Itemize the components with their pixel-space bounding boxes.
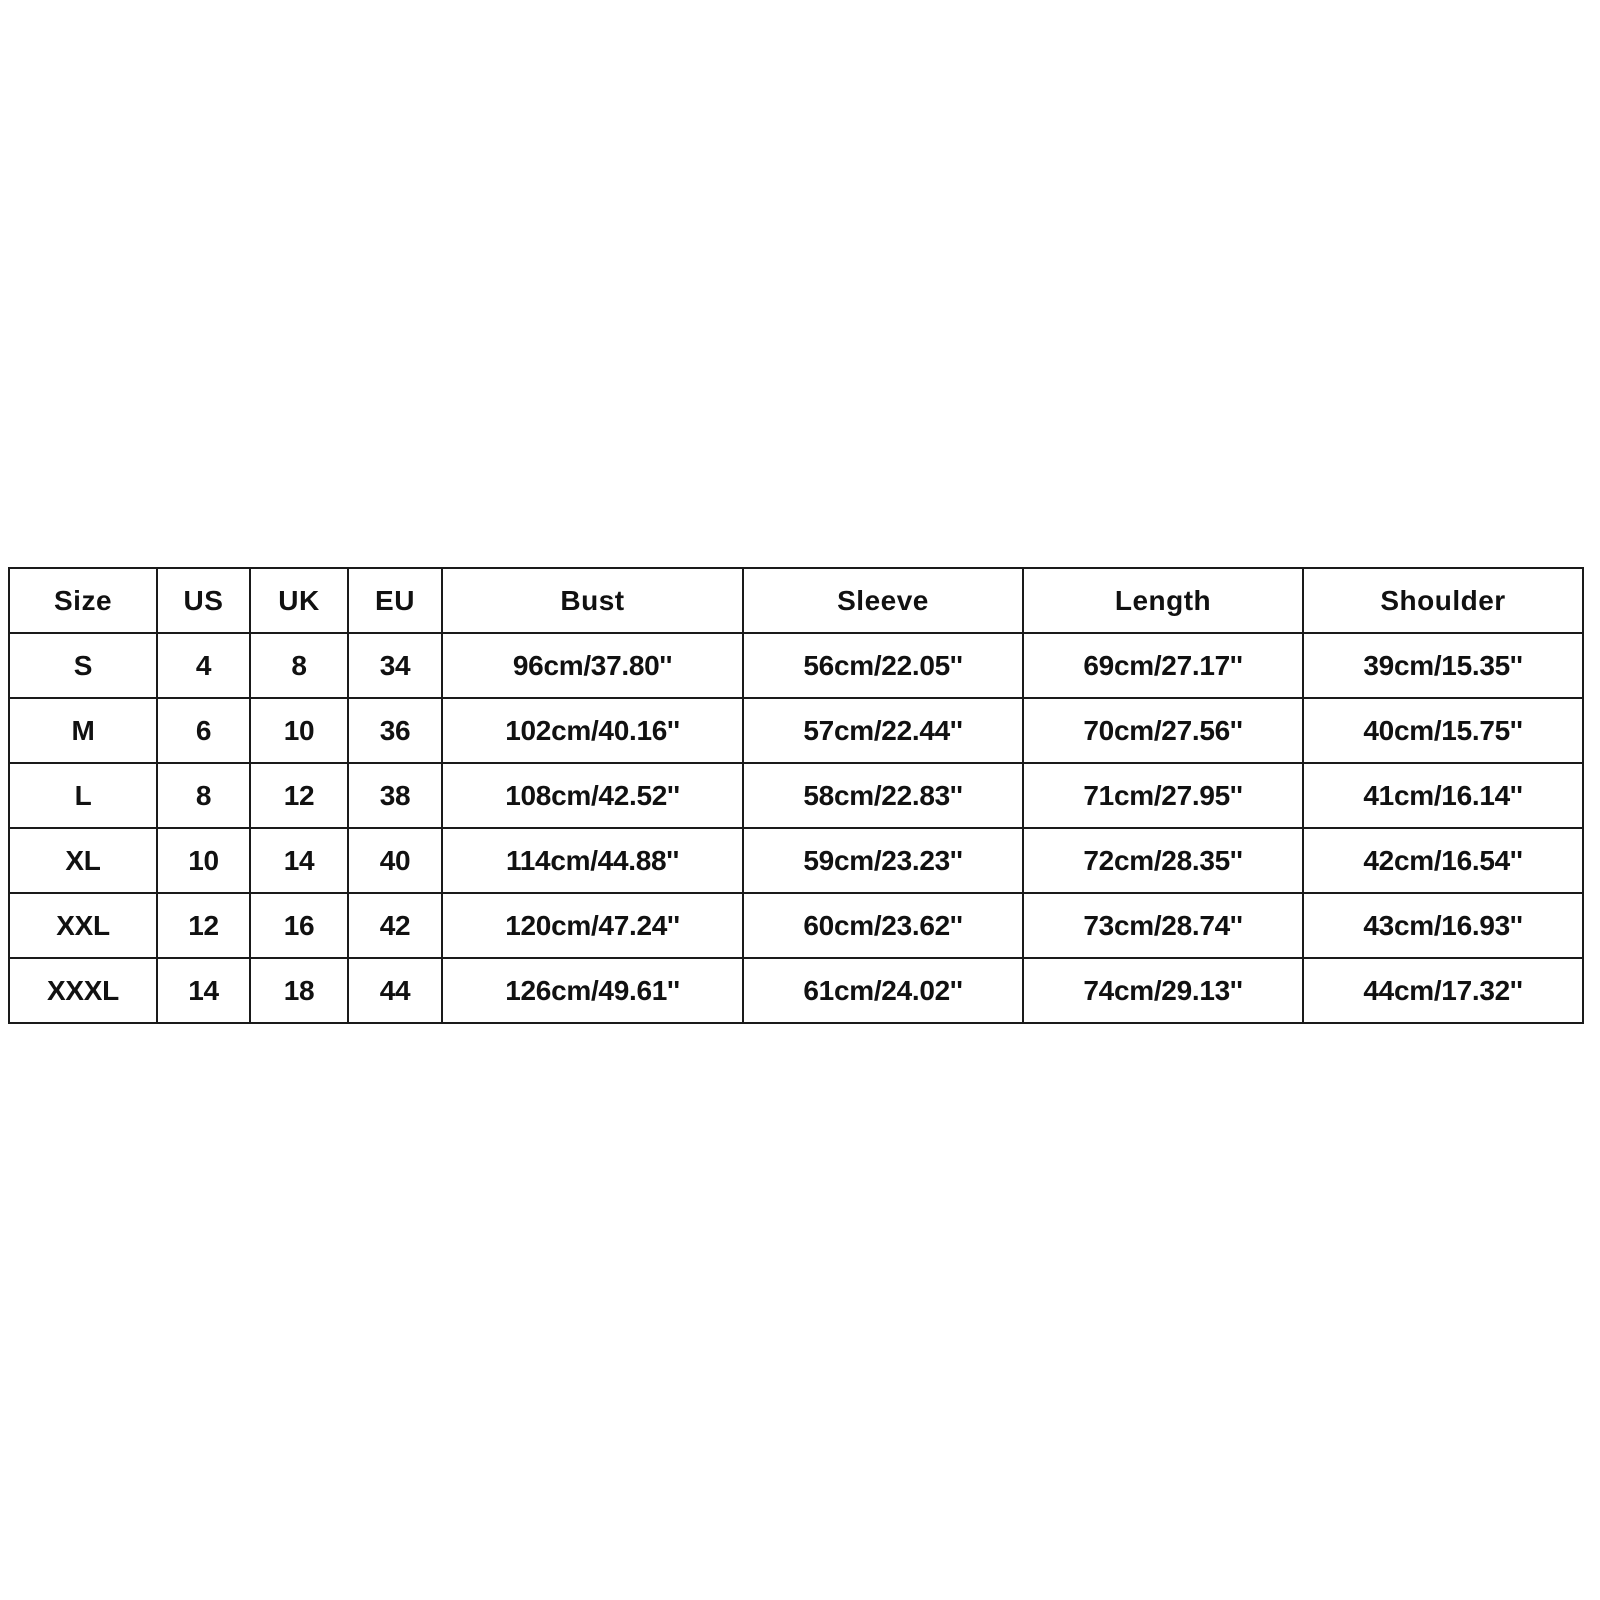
cell-sleeve: 57cm/22.44'': [743, 698, 1023, 763]
cell-us: 12: [157, 893, 250, 958]
cell-bust: 120cm/47.24'': [442, 893, 743, 958]
cell-length: 69cm/27.17'': [1023, 633, 1303, 698]
cell-sleeve: 60cm/23.62'': [743, 893, 1023, 958]
cell-size: M: [9, 698, 157, 763]
cell-eu: 44: [348, 958, 442, 1023]
cell-sleeve: 56cm/22.05'': [743, 633, 1023, 698]
cell-length: 73cm/28.74'': [1023, 893, 1303, 958]
header-length: Length: [1023, 568, 1303, 633]
cell-sleeve: 61cm/24.02'': [743, 958, 1023, 1023]
cell-size: S: [9, 633, 157, 698]
cell-length: 72cm/28.35'': [1023, 828, 1303, 893]
cell-uk: 12: [250, 763, 348, 828]
table-row: [9, 893, 1583, 958]
cell-shoulder: 44cm/17.32'': [1303, 958, 1583, 1023]
header-us: US: [157, 568, 250, 633]
cell-us: 6: [157, 698, 250, 763]
cell-size: XL: [9, 828, 157, 893]
table-header-row: [9, 568, 1583, 633]
cell-us: 14: [157, 958, 250, 1023]
cell-sleeve: 58cm/22.83'': [743, 763, 1023, 828]
header-size: Size: [9, 568, 157, 633]
cell-bust: 108cm/42.52'': [442, 763, 743, 828]
header-bust: Bust: [442, 568, 743, 633]
cell-eu: 38: [348, 763, 442, 828]
cell-us: 10: [157, 828, 250, 893]
cell-eu: 42: [348, 893, 442, 958]
cell-length: 71cm/27.95'': [1023, 763, 1303, 828]
header-sleeve: Sleeve: [743, 568, 1023, 633]
cell-size: L: [9, 763, 157, 828]
cell-eu: 40: [348, 828, 442, 893]
table-row: [9, 828, 1583, 893]
header-shoulder: Shoulder: [1303, 568, 1583, 633]
cell-uk: 14: [250, 828, 348, 893]
cell-us: 8: [157, 763, 250, 828]
cell-shoulder: 42cm/16.54'': [1303, 828, 1583, 893]
cell-length: 70cm/27.56'': [1023, 698, 1303, 763]
size-chart-table: [8, 567, 1584, 1024]
cell-eu: 36: [348, 698, 442, 763]
cell-sleeve: 59cm/23.23'': [743, 828, 1023, 893]
cell-bust: 114cm/44.88'': [442, 828, 743, 893]
cell-uk: 18: [250, 958, 348, 1023]
cell-shoulder: 40cm/15.75'': [1303, 698, 1583, 763]
table-row: [9, 698, 1583, 763]
cell-eu: 34: [348, 633, 442, 698]
cell-bust: 102cm/40.16'': [442, 698, 743, 763]
cell-size: XXL: [9, 893, 157, 958]
cell-shoulder: 39cm/15.35'': [1303, 633, 1583, 698]
cell-uk: 16: [250, 893, 348, 958]
cell-us: 4: [157, 633, 250, 698]
cell-bust: 96cm/37.80'': [442, 633, 743, 698]
table-row: [9, 633, 1583, 698]
table-row: [9, 763, 1583, 828]
cell-uk: 8: [250, 633, 348, 698]
cell-shoulder: 43cm/16.93'': [1303, 893, 1583, 958]
cell-length: 74cm/29.13'': [1023, 958, 1303, 1023]
cell-shoulder: 41cm/16.14'': [1303, 763, 1583, 828]
header-eu: EU: [348, 568, 442, 633]
cell-uk: 10: [250, 698, 348, 763]
cell-bust: 126cm/49.61'': [442, 958, 743, 1023]
cell-size: XXXL: [9, 958, 157, 1023]
header-uk: UK: [250, 568, 348, 633]
table-row: [9, 958, 1583, 1023]
